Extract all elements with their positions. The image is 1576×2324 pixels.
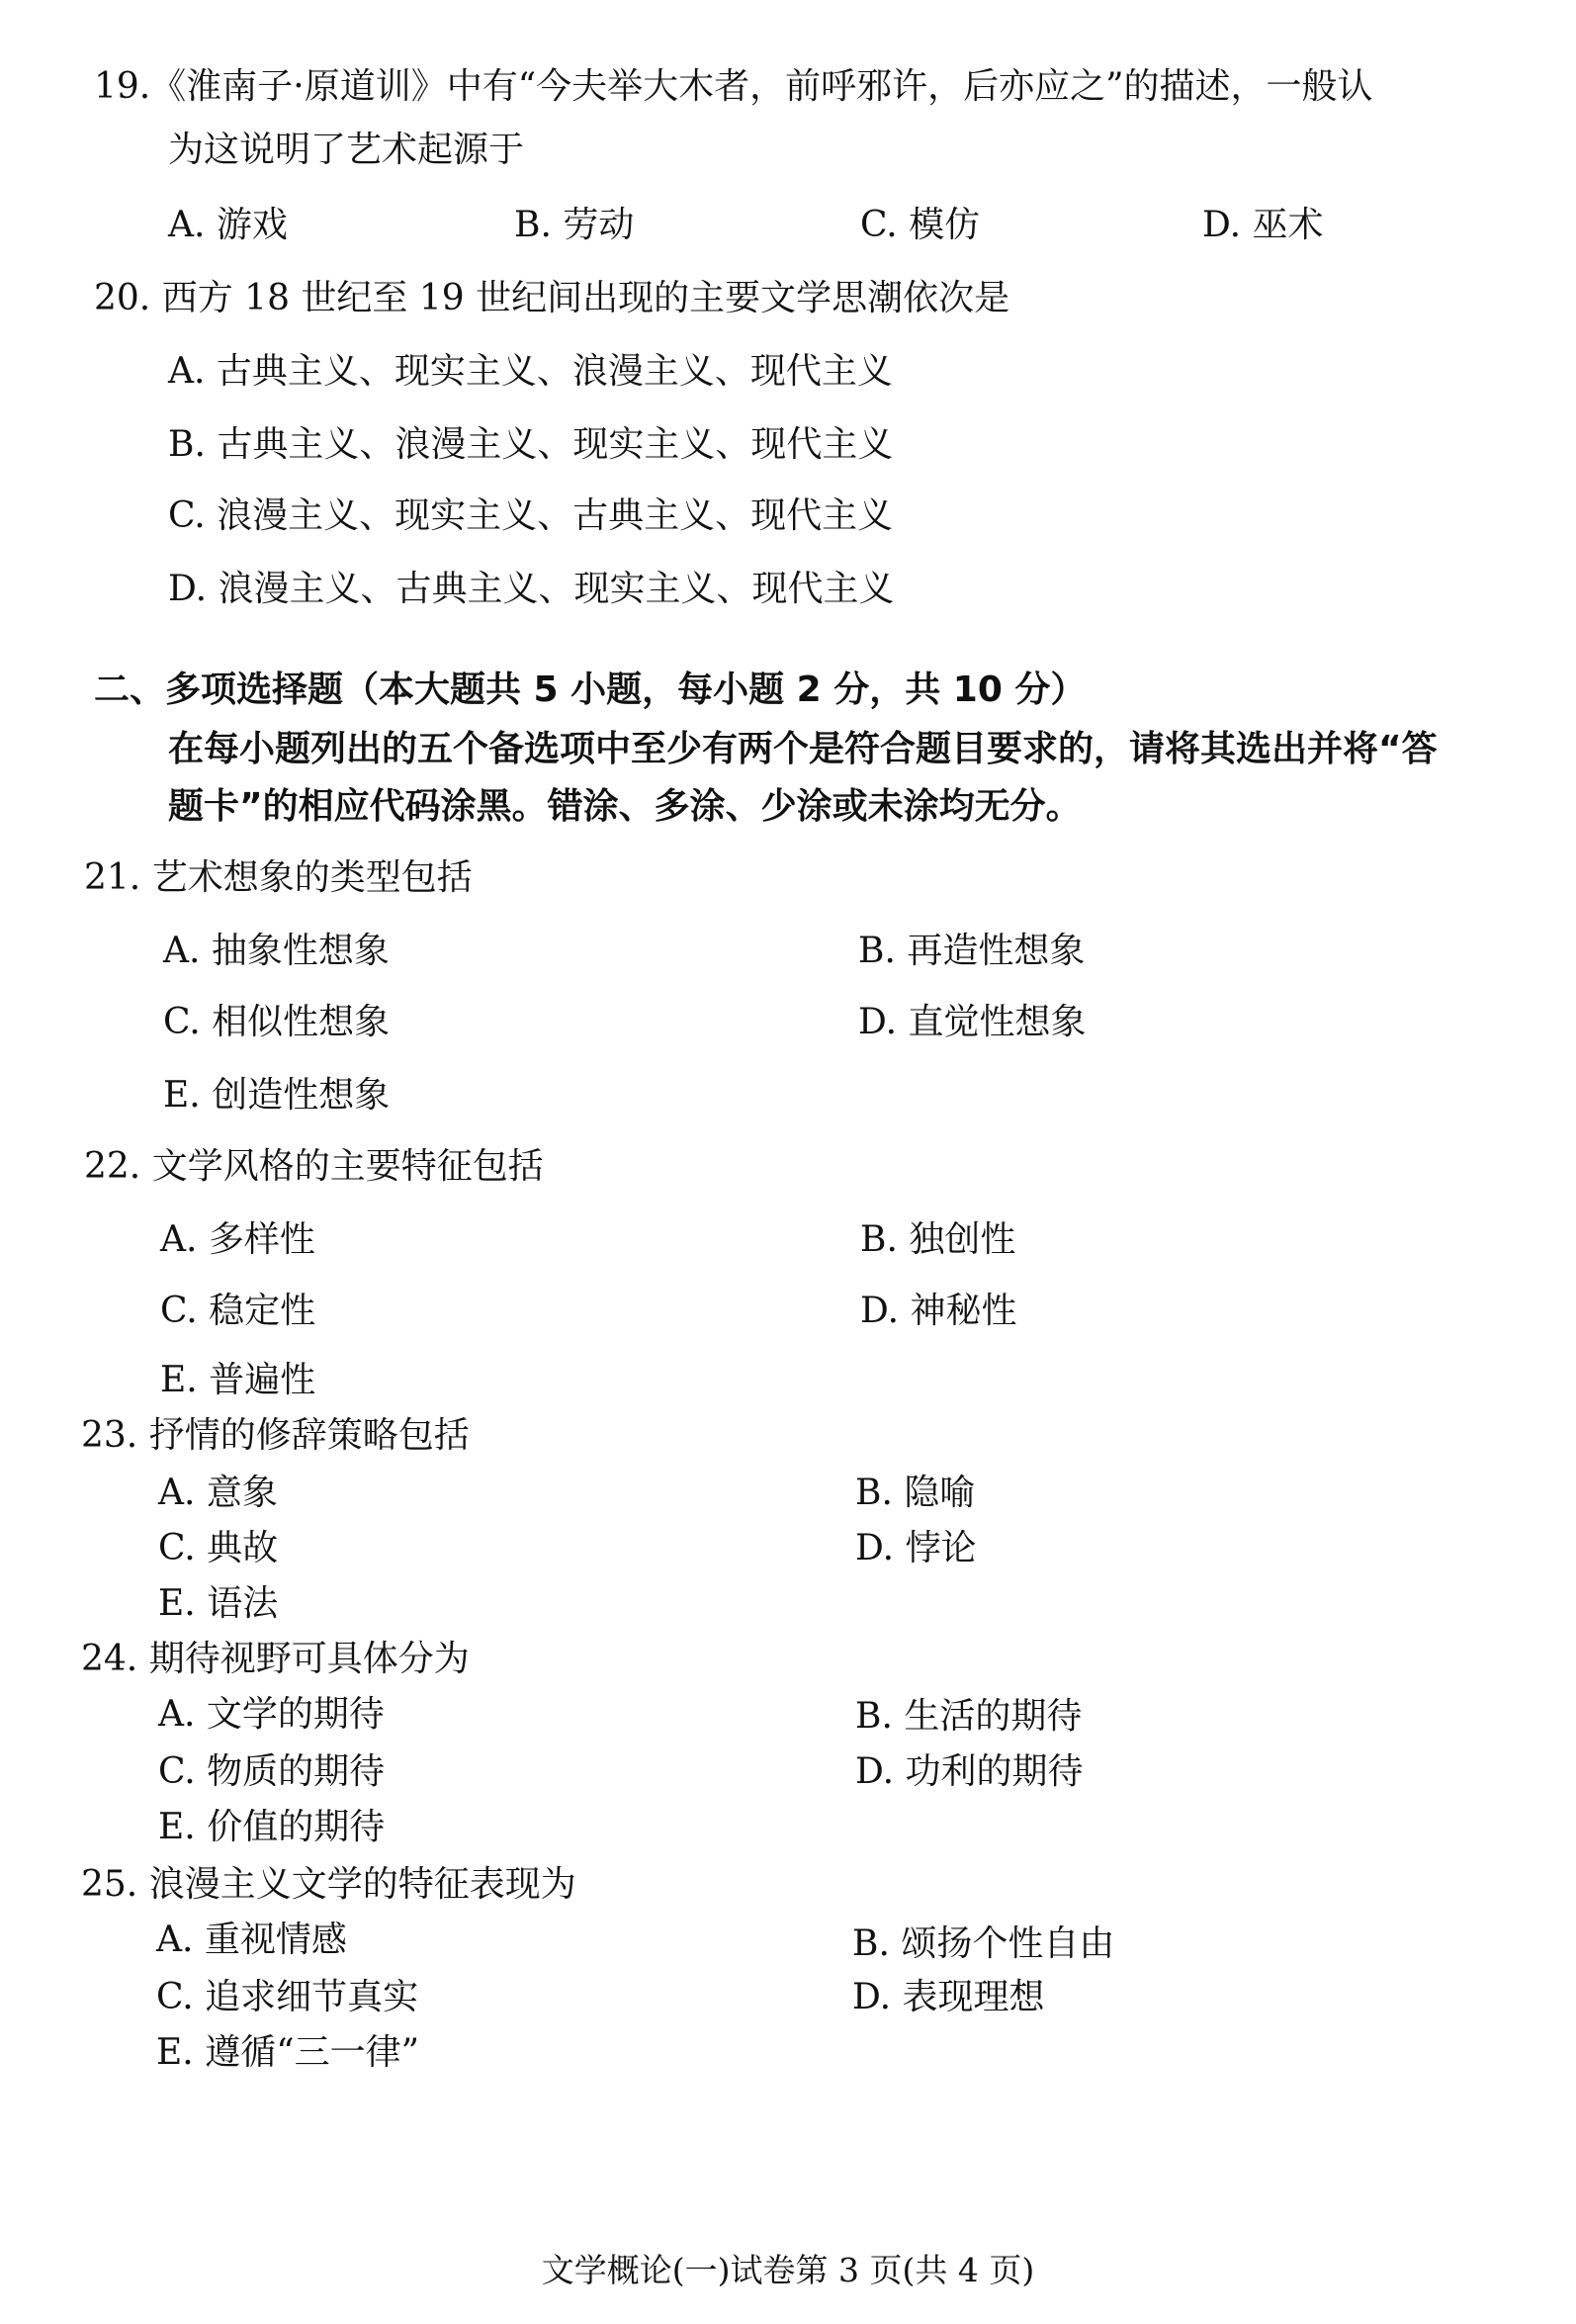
question-text: 文学风格的主要特征包括 xyxy=(151,1146,544,1187)
question-number: 20. xyxy=(94,278,151,318)
q24-option-d: D. 功利的期待 xyxy=(855,1751,1084,1792)
q20-option-d: D. 浪漫主义、古典主义、现实主义、现代主义 xyxy=(168,569,895,609)
q25-option-c: C. 追求细节真实 xyxy=(156,1977,419,2017)
question-text: 《淮南子·原道训》中有“今夫举大木者，前呼邪许，后亦应之”的描述，一般认 xyxy=(150,66,1373,107)
q19-option-b: B. 劳动 xyxy=(514,205,635,245)
question-number: 23. xyxy=(81,1415,138,1456)
q19-option-d: D. 巫术 xyxy=(1202,205,1324,245)
question-20-stem xyxy=(94,277,1009,320)
q23-option-e: E. 语法 xyxy=(158,1583,279,1624)
question-19-stem-cont: 为这说明了艺术起源于 xyxy=(168,130,525,170)
question-text: 艺术想象的类型包括 xyxy=(151,857,473,898)
q21-option-d: D. 直觉性想象 xyxy=(858,1002,1087,1042)
q21-option-e: E. 创造性想象 xyxy=(163,1075,391,1116)
question-number: 22. xyxy=(84,1146,141,1187)
question-25-stem xyxy=(81,1863,576,1907)
question-19-stem xyxy=(94,65,1373,109)
question-22-stem xyxy=(84,1145,544,1189)
q22-option-e: E. 普遍性 xyxy=(160,1360,316,1400)
q25-option-a: A. 重视情感 xyxy=(156,1920,347,1960)
question-21-stem xyxy=(84,856,473,900)
question-text: 期待视野可具体分为 xyxy=(148,1639,470,1679)
question-number: 25. xyxy=(81,1864,138,1905)
question-text: 浪漫主义文学的特征表现为 xyxy=(148,1864,576,1905)
q21-option-c: C. 相似性想象 xyxy=(163,1002,391,1042)
section-2-instruction-line-1: 在每小题列出的五个备选项中至少有两个是符合题目要求的，请将其选出并将“答 xyxy=(168,729,1438,769)
q23-option-b: B. 隐喻 xyxy=(855,1473,976,1513)
q22-option-d: D. 神秘性 xyxy=(860,1291,1017,1331)
q21-option-a: A. 抽象性想象 xyxy=(163,931,390,971)
q19-option-a: A. 游戏 xyxy=(168,205,288,245)
q24-option-e: E. 价值的期待 xyxy=(158,1807,386,1847)
question-text: 抒情的修辞策略包括 xyxy=(148,1415,470,1456)
question-23-stem xyxy=(81,1414,470,1458)
q20-option-b: B. 古典主义、浪漫主义、现实主义、现代主义 xyxy=(168,424,894,465)
q19-option-c: C. 模仿 xyxy=(860,205,981,245)
q25-option-b: B. 颂扬个性自由 xyxy=(852,1923,1115,1964)
question-24-stem xyxy=(81,1638,470,1681)
question-number: 19. xyxy=(94,66,151,107)
q22-option-b: B. 独创性 xyxy=(860,1219,1016,1260)
q23-option-a: A. 意象 xyxy=(158,1473,278,1513)
q20-option-a: A. 古典主义、现实主义、浪漫主义、现代主义 xyxy=(168,351,893,392)
question-number: 21. xyxy=(84,857,141,898)
q21-option-b: B. 再造性想象 xyxy=(858,931,1086,971)
q23-option-c: C. 典故 xyxy=(158,1528,279,1568)
section-2-instruction-line-2: 题卡”的相应代码涂黑。错涂、多涂、少涂或未涂均无分。 xyxy=(168,786,1082,827)
section-2-heading: 二、多项选择题（本大题共 5 小题，每小题 2 分，共 10 分） xyxy=(94,670,1087,710)
q24-option-c: C. 物质的期待 xyxy=(158,1751,386,1792)
q24-option-b: B. 生活的期待 xyxy=(855,1696,1083,1737)
question-text: 西方 18 世纪至 19 世纪间出现的主要文学思潮依次是 xyxy=(161,278,1010,318)
q20-option-c: C. 浪漫主义、现实主义、古典主义、现代主义 xyxy=(168,495,894,536)
q25-option-d: D. 表现理想 xyxy=(852,1977,1045,2017)
q22-option-c: C. 稳定性 xyxy=(160,1291,316,1331)
q25-option-e: E. 遵循“三一律” xyxy=(156,2032,419,2073)
q23-option-d: D. 悖论 xyxy=(855,1528,977,1568)
question-number: 24. xyxy=(81,1639,138,1679)
q22-option-a: A. 多样性 xyxy=(160,1219,315,1260)
q24-option-a: A. 文学的期待 xyxy=(158,1694,385,1735)
page-footer: 文学概论(一)试卷第 3 页(共 4 页) xyxy=(541,2251,1035,2289)
